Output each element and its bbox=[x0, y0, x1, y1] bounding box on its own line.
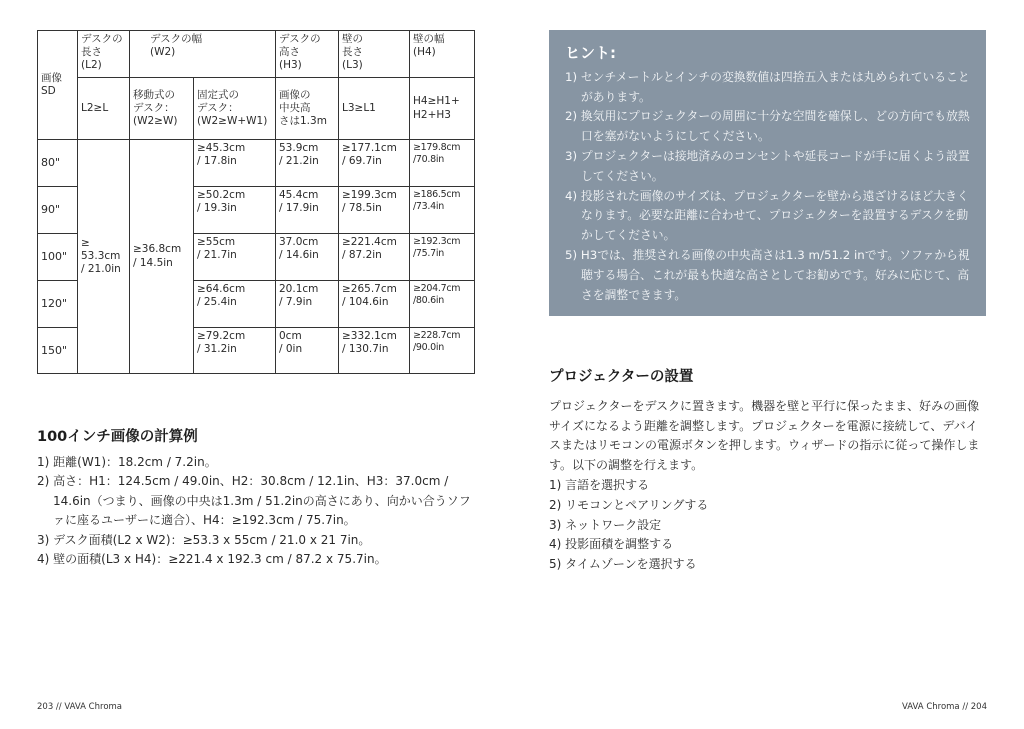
header-desk-length: デスクの 長さ (L2) bbox=[78, 31, 130, 78]
wall-width-value: ≥186.5cm /73.4in bbox=[410, 187, 475, 234]
calculation-item: 1) 距離(W1)：18.2cm / 7.2in。 bbox=[37, 454, 217, 469]
calculation-title: 100インチ画像の計算例 bbox=[37, 429, 198, 445]
subheader-wall-length: L3≥L1 bbox=[339, 78, 410, 140]
hint-item: 3) プロジェクターは接地済みのコンセントや延長コードが手に届くよう設置してください。 bbox=[565, 148, 970, 183]
row-size: 150" bbox=[38, 328, 78, 374]
setup-step: 4) 投影面積を調整する bbox=[549, 537, 674, 552]
setup-title: プロジェクターの設置 bbox=[549, 369, 694, 385]
fixed-desk-width-value: ≥64.6cm / 25.4in bbox=[194, 281, 276, 328]
subheader-fixed-desk: 固定式の デスク： (W2≥W+W1) bbox=[194, 78, 276, 140]
page-footer-right: VAVA Chroma // 204 bbox=[901, 702, 987, 712]
hint-item: 4) 投影された画像のサイズは、プロジェクターを壁から遠ざけるほど大きくなります。必要な距離に合わせて、プロジェクターを設置するデスクを動かしてください。 bbox=[565, 188, 969, 243]
table-row bbox=[38, 140, 475, 187]
row-size: 90" bbox=[38, 187, 78, 234]
dimension-table bbox=[37, 30, 475, 374]
wall-length-value: ≥332.1cm / 130.7in bbox=[339, 328, 410, 374]
fixed-desk-width-value: ≥55cm / 21.7in bbox=[194, 234, 276, 281]
header-desk-height: デスクの 高さ (H3) bbox=[276, 31, 339, 78]
fixed-desk-width-value: ≥45.3cm / 17.8in bbox=[194, 140, 276, 187]
wall-width-value: ≥179.8cm /70.8in bbox=[410, 140, 475, 187]
setup-step: 3) ネットワーク設定 bbox=[549, 517, 662, 532]
subheader-desk-height: 画像の 中央高 さは1.3m bbox=[276, 78, 339, 140]
setup-step: 2) リモコンとペアリングする bbox=[549, 497, 709, 512]
hint-item: 1) センチメートルとインチの変換数値は四捨五入または丸められていることがあります。 bbox=[565, 69, 970, 104]
desk-height-value: 37.0cm / 14.6in bbox=[276, 234, 339, 281]
wall-width-value: ≥228.7cm /90.0in bbox=[410, 328, 475, 374]
desk-height-value: 20.1cm / 7.9in bbox=[276, 281, 339, 328]
subheader-wall-width: H4≥H1+ H2+H3 bbox=[410, 78, 475, 140]
fixed-desk-width-value: ≥79.2cm / 31.2in bbox=[194, 328, 276, 374]
wall-width-value: ≥192.3cm /75.7in bbox=[410, 234, 475, 281]
calculation-item: 4) 壁の面積(L3 x H4)：≥221.4 x 192.3 cm / 87.2 x 75.7in。 bbox=[37, 552, 387, 566]
setup-step: 5) タイムゾーンを選択する bbox=[549, 557, 697, 572]
row-size: 80" bbox=[38, 140, 78, 187]
desk-height-value: 0cm / 0in bbox=[276, 328, 339, 374]
wall-length-value: ≥177.1cm / 69.7in bbox=[339, 140, 410, 187]
subheader-desk-length: L2≥L bbox=[78, 78, 130, 140]
setup-step: 1) 言語を選択する bbox=[549, 477, 650, 492]
wall-length-value: ≥221.4cm / 87.2in bbox=[339, 234, 410, 281]
wall-width-value: ≥204.7cm /80.6in bbox=[410, 281, 475, 328]
calculation-item: 2) 高さ：H1：124.5cm / 49.0in、H2：30.8cm / 12.1in、H3：37.0cm / 14.6in（つまり、画像の中央は1.3m / 51.2inの高さにあり、向かい合うソファに座るユーザーに適合）、H4：≥192.3cm / 75.7in。 bbox=[37, 474, 471, 527]
setup-paragraph: プロジェクターをデスクに置きます。機器を壁と平行に保ったまま、好みの画像サイズになるよう距離を調整します。プロジェクターを電源に接続して、デバイスまたはリモコンの電源ボタンを押します。ウィザードの指示に従って操作します。以下の調整を行えます。 bbox=[549, 398, 980, 473]
hint-title: ヒント: bbox=[565, 44, 616, 62]
header-sd: 画像 SD bbox=[38, 31, 78, 140]
fixed-desk-width-value: ≥50.2cm / 19.3in bbox=[194, 187, 276, 234]
hint-item: 5) H3では、推奨される画像の中央高さは1.3 m/51.2 inです。ソファから視聴する場合、これが最も快適な高さとしてお勧めです。好みに応じて、高さを調整できます。 bbox=[565, 247, 970, 302]
desk-height-value: 45.4cm / 17.9in bbox=[276, 187, 339, 234]
calculation-example bbox=[37, 428, 477, 570]
projector-setup bbox=[549, 368, 989, 575]
mobile-desk-width-value: ≥36.8cm / 14.5in bbox=[130, 140, 194, 374]
subheader-mobile-desk: 移動式の デスク： (W2≥W) bbox=[130, 78, 194, 140]
header-wall-length: 壁の 長さ (L3) bbox=[339, 31, 410, 78]
row-size: 100" bbox=[38, 234, 78, 281]
header-wall-width: 壁の幅 (H4) bbox=[410, 31, 475, 78]
desk-height-value: 53.9cm / 21.2in bbox=[276, 140, 339, 187]
header-desk-width: デスクの幅 (W2) bbox=[130, 31, 276, 78]
page-footer-left: 203 // VAVA Chroma bbox=[37, 702, 123, 712]
wall-length-value: ≥265.7cm / 104.6in bbox=[339, 281, 410, 328]
hint-box bbox=[549, 30, 986, 316]
wall-length-value: ≥199.3cm / 78.5in bbox=[339, 187, 410, 234]
hint-item: 2) 換気用にプロジェクターの周囲に十分な空間を確保し、どの方向でも放熱口を塞がないようにしてください。 bbox=[565, 109, 970, 144]
calculation-item: 3) デスク面積(L2 x W2)：≥53.3 x 55cm / 21.0 x 21 7in。 bbox=[37, 532, 371, 547]
desk-length-value: ≥ 53.3cm / 21.0in bbox=[78, 140, 130, 374]
row-size: 120" bbox=[38, 281, 78, 328]
